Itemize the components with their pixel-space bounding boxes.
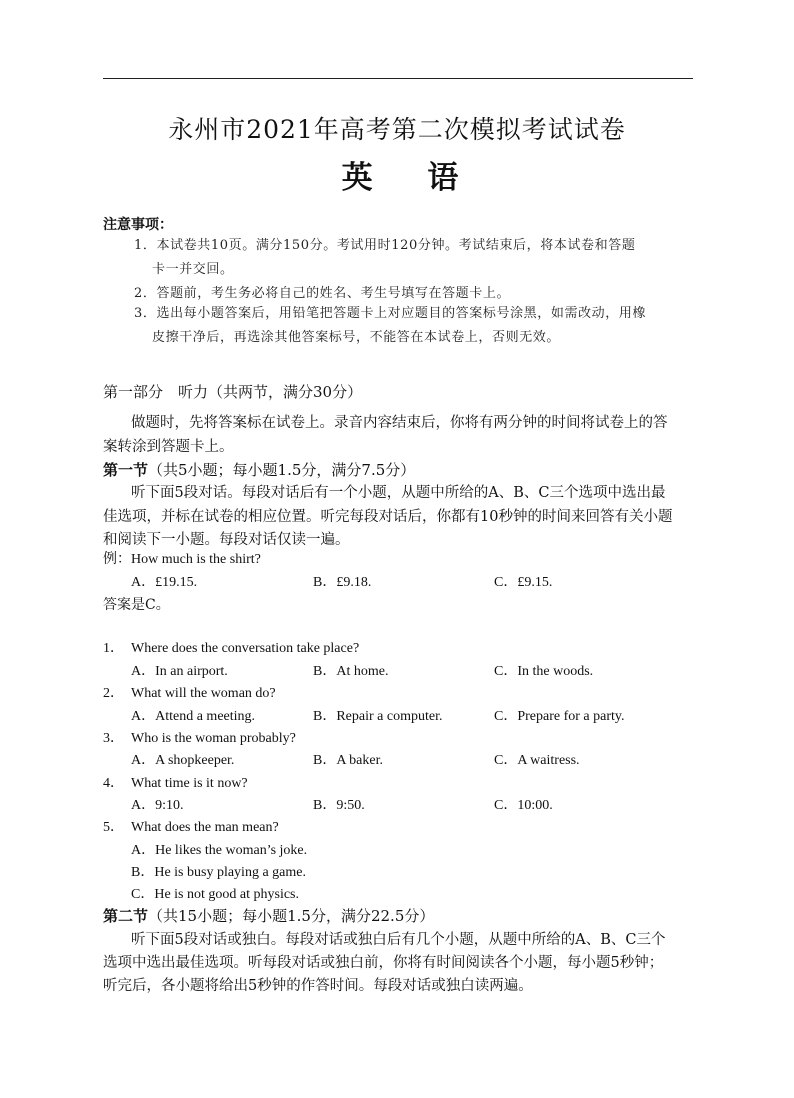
notice-item: 皮擦干净后，再选涂其他答案标号，不能答在本试卷上，否则无效。 [152,330,561,345]
answer-option: A．Attend a meeting. [131,709,256,724]
notice-item: 1．本试卷共10页。满分150分。考试用时120分钟。考试结束后，将本试卷和答题 [134,238,636,253]
answer-option: C．He is not good at physics. [131,887,299,902]
section2-detail: （共15小题；每小题1.5分，满分22.5分） [148,907,435,925]
answer-option: B．At home. [313,664,389,679]
section2-heading [103,906,434,926]
answer-option: B．Repair a computer. [313,709,443,724]
notice-heading: 注意事项： [103,217,173,233]
section1-intro: 佳选项，并标在试卷的相应位置。听完每段对话后，你都有10秒钟的时间来回答有关小题 [103,509,673,525]
section1-intro: 和阅读下一小题。每段对话仅读一遍。 [103,532,350,548]
question-number: 5． [103,820,124,835]
example-option: B．£9.18. [313,575,372,590]
question-number: 1． [103,641,124,656]
question-text: What time is it now? [131,776,248,791]
exam-title: 永州市2021年高考第二次模拟考试试卷 [168,115,626,144]
section2-intro: 听下面5段对话或独白。每段对话或独白后有几个小题，从题中所给的A、B、C三个 [131,932,666,948]
example-option: A．£19.15. [131,575,198,590]
part1-intro: 案转涂到答题卡上。 [103,439,234,455]
answer-option: A．A shopkeeper. [131,753,235,768]
question-number: 4． [103,776,124,791]
part1-heading: 第一部分 听力（共两节，满分30分） [103,383,363,401]
section2-intro: 听完后，各小题将给出5秒钟的作答时间。每段对话或独白读两遍。 [103,978,533,994]
notice-item: 卡一并交回。 [152,262,234,277]
example-answer: 答案是C。 [103,597,170,613]
question-text: Where does the conversation take place? [131,641,360,656]
section1-heading [103,460,415,480]
section1-intro: 听下面5段对话。每段对话后有一个小题，从题中所给的A、B、C三个选项中选出最 [131,485,666,501]
question-text: Who is the woman probably? [131,731,296,746]
part1-intro: 做题时，先将答案标在试卷上。录音内容结束后，你将有两分钟的时间将试卷上的答 [131,415,668,431]
subject-title: 英 语 [341,160,481,196]
answer-option: C．In the woods. [494,664,594,679]
answer-option: C．A waitress. [494,753,580,768]
answer-option: B．9:50. [313,798,365,813]
notice-item: 2．答题前，考生务必将自己的姓名、考生号填写在答题卡上。 [134,286,511,301]
question-number: 2． [103,686,124,701]
section2-intro: 选项中选出最佳选项。听每段对话或独白前，你将有时间阅读各个小题，每小题5秒钟； [103,955,664,971]
section1-detail: （共5小题；每小题1.5分，满分7.5分） [148,461,416,479]
question-text: What will the woman do? [131,686,276,701]
answer-option: C．10:00. [494,798,553,813]
section1-label: 第一节 [103,461,149,479]
answer-option: A．He likes the woman’s joke. [131,843,308,858]
header-rule [103,78,693,79]
question-text: What does the man mean? [131,820,279,835]
example-option: C．£9.15. [494,575,553,590]
answer-option: B．He is busy playing a game. [131,865,306,880]
answer-option: C．Prepare for a party. [494,709,625,724]
question-number: 3． [103,731,124,746]
example-prompt: 例：How much is the shirt? [103,552,261,567]
notice-item: 3．选出每小题答案后，用铅笔把答题卡上对应题目的答案标号涂黑，如需改动，用橡 [134,306,647,321]
answer-option: B．A baker. [313,753,383,768]
answer-option: A．In an airport. [131,664,228,679]
answer-option: A．9:10. [131,798,184,813]
section2-label: 第二节 [103,907,149,925]
